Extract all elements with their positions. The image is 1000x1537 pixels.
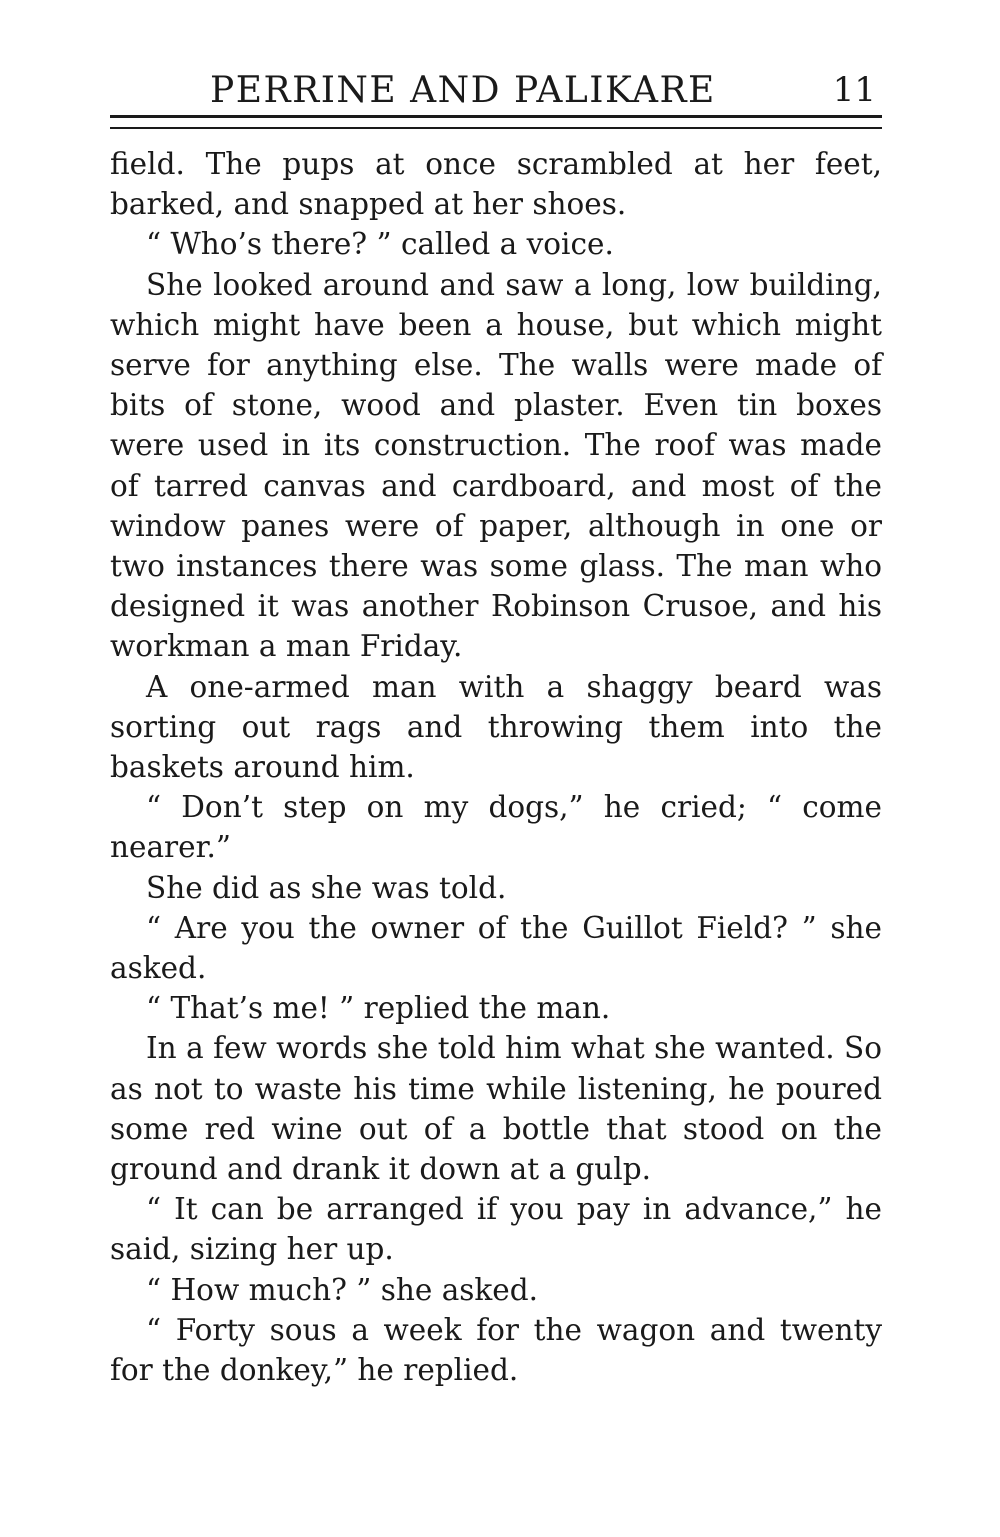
page-number: 11	[832, 70, 876, 110]
paragraph: “ It can be arranged if you pay in advance,” he said, sizing her up.	[110, 1192, 882, 1267]
paragraph: She looked around and saw a long, low building, which might have been a house, but which might serve for anything else. The walls were made of bits of stone, wood and plaster. Even tin boxes were used in its construction. The roof was made of tarred canvas and cardboard, and most of the window panes were of paper, although in one or two instances there was some glass. The man who designed it was another Robinson Crusoe, and his workman a man Friday.	[110, 267, 882, 664]
paragraph: “ Who’s there? ” called a voice.	[146, 227, 614, 262]
body-text	[110, 144, 882, 1390]
paragraph: “ Are you the owner of the Guillot Field? ” she asked.	[110, 910, 882, 986]
paragraph: In a few words she told him what she wanted. So as not to waste his time while listening, he poured some red wine out of a bottle that stood on the ground and drank it down at a gulp.	[110, 1031, 882, 1187]
paragraph: “ How much? ” she asked.	[146, 1272, 539, 1307]
paragraph: She did as she was told.	[146, 870, 507, 905]
running-head	[110, 62, 882, 114]
paragraph: field. The pups at once scrambled at her feet, barked, and snapped at her shoes.	[110, 147, 882, 222]
paragraph: “ That’s me! ” replied the man.	[146, 991, 611, 1026]
book-page	[110, 62, 882, 1388]
header-rule	[110, 115, 882, 129]
paragraph: “ Don’t step on my dogs,” he cried; “ come nearer.”	[110, 790, 882, 865]
paragraph: A one-armed man with a shaggy beard was sorting out rags and throwing them into the baskets around him.	[110, 669, 882, 785]
paragraph: “ Forty sous a week for the wagon and twenty for the donkey,” he replied.	[110, 1312, 882, 1388]
running-title: PERRINE AND PALIKARE	[210, 70, 716, 111]
